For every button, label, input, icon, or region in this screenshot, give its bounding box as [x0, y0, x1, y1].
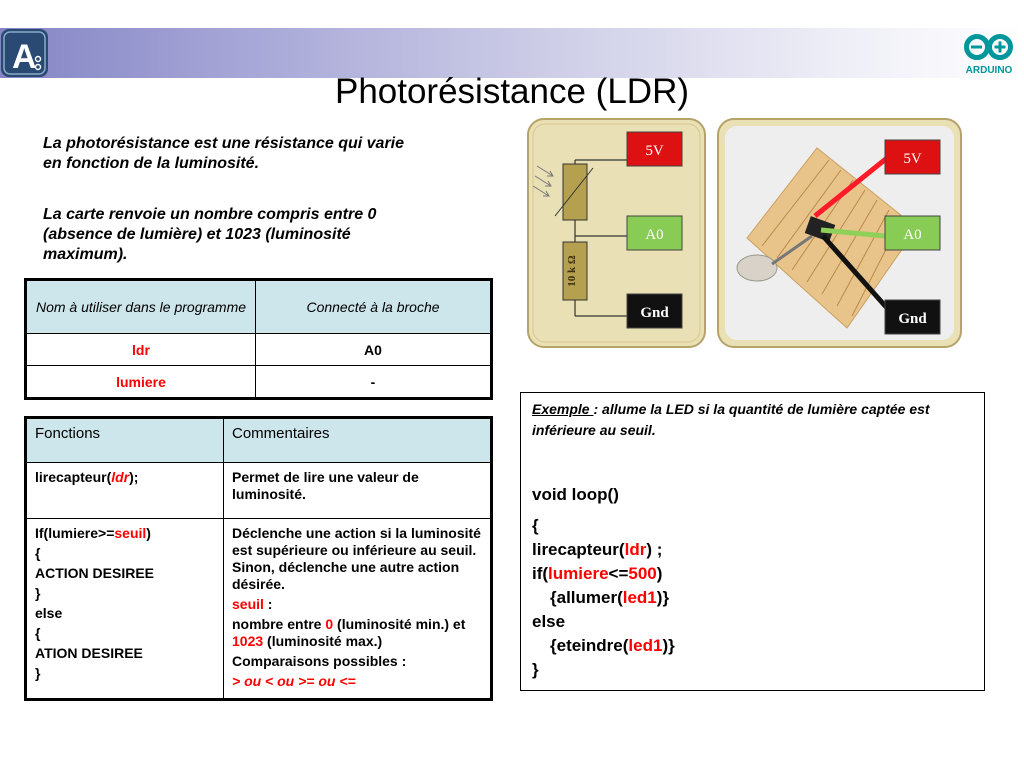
header-label: Fonctions — [35, 425, 101, 442]
table-row — [26, 519, 492, 700]
cell-pin: - — [256, 366, 492, 399]
comparisons-list: > ou < ou >= ou <= — [232, 673, 356, 689]
arduino-logo-text: ARDUINO — [965, 65, 1013, 76]
pin-5v-label: 5V — [645, 143, 664, 159]
header-label: Commentaires — [232, 425, 330, 442]
code-text: If(lumiere>= — [35, 525, 115, 541]
cell-name: lumiere — [26, 366, 256, 399]
comment-text: Déclenche une action si la luminosité est supérieure ou inférieure au seuil. Sinon, déclenche une autre action désirée. — [232, 525, 481, 592]
code-arg: seuil — [114, 525, 147, 541]
code-line: } — [35, 665, 41, 681]
code-text: if( — [532, 564, 549, 583]
pin-a0-label: A0 — [645, 227, 664, 243]
resistor-label: 10 k Ω — [566, 255, 578, 287]
functions-table — [24, 416, 493, 701]
code-text: {eteindre( — [550, 636, 629, 655]
example-caption — [532, 399, 972, 441]
intro-paragraph-2: La carte renvoie un nombre compris entre 0 (absence de lumière) et 1023 (luminosité maximum). — [43, 206, 377, 263]
code-text: )} — [656, 588, 670, 607]
table-row — [26, 366, 492, 399]
example-caption-text: : allume la LED si la quantité de lumière captée est inférieure au seuil. — [532, 401, 930, 438]
header-cell-functions — [26, 418, 224, 463]
code-line — [532, 538, 675, 562]
comment-text: (luminosité max.) — [263, 633, 383, 649]
cell-pin: A0 — [256, 334, 492, 366]
code-line: { — [532, 516, 539, 535]
code-line — [532, 586, 675, 610]
cell-name: ldr — [26, 334, 256, 366]
code-line: } — [532, 660, 539, 679]
pin-a0-label: A0 — [903, 227, 922, 243]
comment-text: : — [263, 596, 273, 612]
cell-function — [26, 519, 224, 700]
code-line: } — [35, 585, 41, 601]
code-text: lirecapteur( — [35, 469, 112, 485]
code-line: ATION DESIREE — [35, 645, 143, 661]
code-text: ) — [656, 564, 663, 583]
pin-mapping-table — [24, 278, 493, 400]
code-text: {allumer( — [550, 588, 623, 607]
code-text: lirecapteur( — [532, 540, 625, 559]
header-banner — [0, 28, 1024, 78]
intro-paragraph-1: La photorésistance est une résistance qui varie en fonction de la luminosité. — [43, 135, 405, 172]
code-arg: ldr — [624, 540, 647, 559]
range-max: 1023 — [232, 633, 264, 649]
example-label: Exemple — [532, 401, 594, 417]
code-line: { — [35, 545, 41, 561]
seuil-label: seuil — [232, 596, 264, 612]
code-line: else — [35, 605, 63, 621]
range-min: 0 — [325, 616, 334, 632]
code-line: void loop() — [532, 485, 619, 504]
breadboard-photo-image — [717, 118, 962, 348]
code-text: ) — [146, 525, 151, 541]
code-line: ACTION DESIREE — [35, 565, 155, 581]
code-line — [532, 562, 675, 586]
table-row — [26, 334, 492, 366]
example-box — [520, 392, 985, 691]
ldr-schematic-image — [527, 118, 706, 348]
header-cell-comments — [224, 418, 492, 463]
slide-title: Photorésistance (LDR) — [334, 72, 690, 111]
cell-function — [26, 463, 224, 519]
code-arg: led1 — [622, 588, 657, 607]
course-logo-icon — [0, 28, 49, 78]
ldr-symbol-icon — [563, 164, 587, 220]
comparisons-label: Comparaisons possibles : — [232, 653, 407, 669]
code-arg: lumiere — [548, 564, 609, 583]
table-header-row — [26, 418, 492, 463]
code-line: else — [532, 612, 566, 631]
example-code — [532, 483, 675, 682]
header-cell-pin: Connecté à la broche — [256, 280, 492, 334]
code-line — [532, 634, 675, 658]
code-line: { — [35, 625, 41, 641]
ldr-component-icon — [737, 255, 777, 281]
arduino-logo-icon — [955, 28, 1024, 78]
table-header-row — [26, 280, 492, 334]
code-arg: ldr — [111, 469, 130, 485]
pin-gnd-label: Gnd — [898, 311, 927, 327]
code-arg: 500 — [628, 564, 657, 583]
svg-text:A: A — [12, 38, 37, 76]
table-row — [26, 463, 492, 519]
code-text: ) ; — [646, 540, 663, 559]
comment-text: nombre entre — [232, 616, 326, 632]
pin-gnd-label: Gnd — [640, 305, 669, 321]
code-text: )} — [662, 636, 675, 655]
pin-5v-label: 5V — [903, 151, 922, 167]
code-arg: led1 — [628, 636, 663, 655]
cell-comment: Permet de lire une valeur de luminosité. — [224, 463, 492, 519]
header-cell-name: Nom à utiliser dans le programme — [26, 280, 256, 334]
comment-text: (luminosité min.) et — [333, 616, 466, 632]
cell-comment — [224, 519, 492, 700]
code-text: ); — [129, 469, 139, 485]
code-text: <= — [608, 564, 629, 583]
